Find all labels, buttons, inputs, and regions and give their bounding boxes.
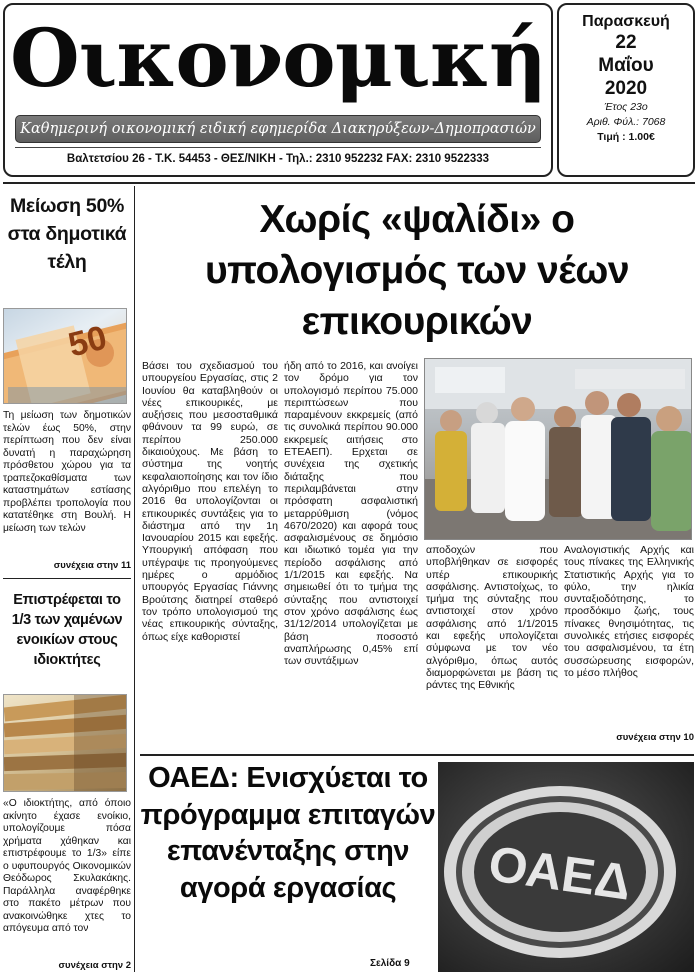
crowd-illustration: [425, 359, 692, 540]
main-story-headline[interactable]: Χωρίς «ψαλίδι» ο υπολογισμός των νέων επικουρικών: [204, 198, 630, 343]
masthead-bottom-rule: [3, 182, 695, 184]
story-divider: [140, 754, 694, 756]
issue-volume: Έτος 23ο: [604, 101, 648, 113]
oaed-sign-photo: [438, 762, 694, 972]
issue-month: Μαΐου: [598, 55, 654, 76]
oaed-logo-text: ΟΑΕΔ: [485, 835, 635, 911]
issue-date-box: [557, 3, 695, 177]
main-story-column-4: Αναλογιστικής Αρχής και τους πίνακες της Ελληνικής Στατιστικής Αρχής για το φύλο, την ηλικία συνταξιοδότησης, το προσδόκιμο ζωής, τους πίνακες θνησιμότητας, τις συνολικές ετήσιες εισφορές του ασφαλισμένου, τα έτη συσσώρευσης εισφορών, το μέσο πλήθος: [564, 544, 694, 679]
issue-date: 22: [615, 32, 637, 53]
side-story-1-headline[interactable]: Μείωση 50% στα δημοτικά τέλη: [7, 195, 127, 273]
issue-price: Τιμή : 1.00€: [597, 131, 655, 143]
pensioners-queue-photo: [424, 358, 692, 540]
oaed-story-headline[interactable]: ΟΑΕΔ: Ενισχύεται το πρόγραμμα επιταγών επανένταξης στην αγορά εργασίας: [140, 762, 436, 904]
euro-banknote-photo: [3, 308, 127, 404]
newspaper-tagline: Καθημερινή οικονομική ειδική εφημερίδα Διακηρύξεων-Δημοπρασιών: [15, 115, 541, 143]
side-story-1-text: Τη μείωση των δημοτικών τελών έως 50%, στην περίπτωση που δεν είναι δυνατή η παραχώρηση πρόσθετου χώρου για τα τραπεζοκαθίσματα των καταστημάτων εστίασης προβλέπει τροπολογία που κατατέθηκε στη Βουλή. Η μείωση των τελών: [3, 410, 131, 534]
issue-year: 2020: [604, 78, 648, 99]
side-story-1-continued-link[interactable]: συνέχεια στην 11: [53, 560, 131, 571]
side-story-2-text: «Ο ιδιοκτήτης, από όποιο ακίνητο έχασε ενοίκιο, υπολογίζουμε πόσα χρήματα χάθηκαν και επιστρέφουμε το 1/3» είπε ο υφυπουργός Οικονομικών Θεόδωρος Σκυλακάκης. Παράλληλα αναφέρθηκε στο πακέτο μέτρων που ανακοινώθηκε χτες το απόγευμα από τον: [3, 798, 131, 934]
column-divider: [134, 186, 135, 972]
side-story-2-continued-link[interactable]: συνέχεια στην 2: [58, 960, 131, 971]
newspaper-title: Οικονομική: [10, 11, 546, 105]
side-story-2-headline[interactable]: Επιστρέφεται το 1/3 των χαμένων ενοικίων στους ιδιοκτήτες: [11, 592, 123, 668]
side-story-divider: [3, 578, 131, 579]
banknotes-photo: [3, 694, 127, 792]
main-story-continued-link[interactable]: συνέχεια στην 10: [616, 732, 694, 743]
main-story-column-2: ήδη από το 2016, και ανοίγει τον δρόμο για τον υπολογισμό περίπου 75.000 περιπτώσεων που παραμένουν εκκρεμείς (από τις συνολικά περίπου 90.000 εκκρεμείς αιτήσεις στο ΕΤΕΑΕΠ). Ερχεται σε συνέχεια της σχετικής διάταξης που περιλαμβάνεται στην πρόσφατη ασφαλιστική μεταρρύθμιση (νόμος 4670/2020) και αφορά τους ασφαλισμένους σε δημόσιο και ιδιωτικό τομέα για την περίοδο ασφάλισης από 1/1/2015 και εφεξής. Να σημειωθεί ότι το τμήμα της σύνταξης που αντιστοιχεί στον χρόνο ασφάλισης έως 31/12/2014 υπολογίζεται με βάση ποσοστό αναπλήρωσης 0,45% επί των συντάξιμων: [284, 360, 418, 668]
oaed-page-reference[interactable]: Σελίδα 9: [370, 958, 410, 969]
euro-banknote-illustration: [4, 309, 127, 404]
issue-number: Αριθ. Φύλ.: 7068: [586, 116, 666, 128]
oaed-logo-illustration: [438, 762, 694, 972]
banknote-denomination: 50: [64, 318, 111, 365]
main-story-column-1: Βάσει του σχεδιασμού του υπουργείου Εργασίας, στις 2 Ιουνίου θα καταβληθούν οι νέες επικουρικές, με αυξήσεις που μεσοσταθμικά φθάνουν τα 99 ευρώ, σε περίπου 250.000 δικαιούχους. Με βάση το σύστημα της νοητής κεφαλαιοποίησης και τον ίδιο αλγόριθμο που επελέγη το 2016 θα υπολογίζονται οι επικουρικές συντάξεις για το διάστημα από την 1η Ιανουαρίου 2015 και εφεξής. Υπουργική απόφαση που υπέγραψε τις προηγούμενες ημέρες ο αρμόδιος υπουργός Εργασίας Γιάννης Βρούτσης διατηρεί σταθερό τον τρόπο υπολογισμού της νέας επικουρικής σύνταξης, όπως είχε καθοριστεί: [142, 360, 278, 643]
banknotes-illustration: [4, 695, 127, 792]
main-story-column-3: αποδοχών που υποβλήθηκαν σε εισφορές υπέρ επικουρικής ασφάλισης. Αντιστοίχως, το τμήμα της σύνταξης που αντιστοιχεί στον χρόνο ασφάλισης από 1/1/2015 και εφεξής υπολογίζεται σύμφωνα με τον νέο αλγόριθμο, όπως αυτός διαμορφώνεται με βάση τις ράντες της Εθνικής: [426, 544, 558, 692]
masthead: [3, 3, 553, 177]
publisher-address: Βαλτετσίου 26 - Τ.Κ. 54453 - ΘΕΣ/ΝΙΚΗ - Τηλ.: 2310 952232 FAX: 2310 9522333: [66, 153, 490, 165]
issue-day: Παρασκευή: [582, 13, 670, 30]
masthead-divider: [15, 147, 541, 148]
